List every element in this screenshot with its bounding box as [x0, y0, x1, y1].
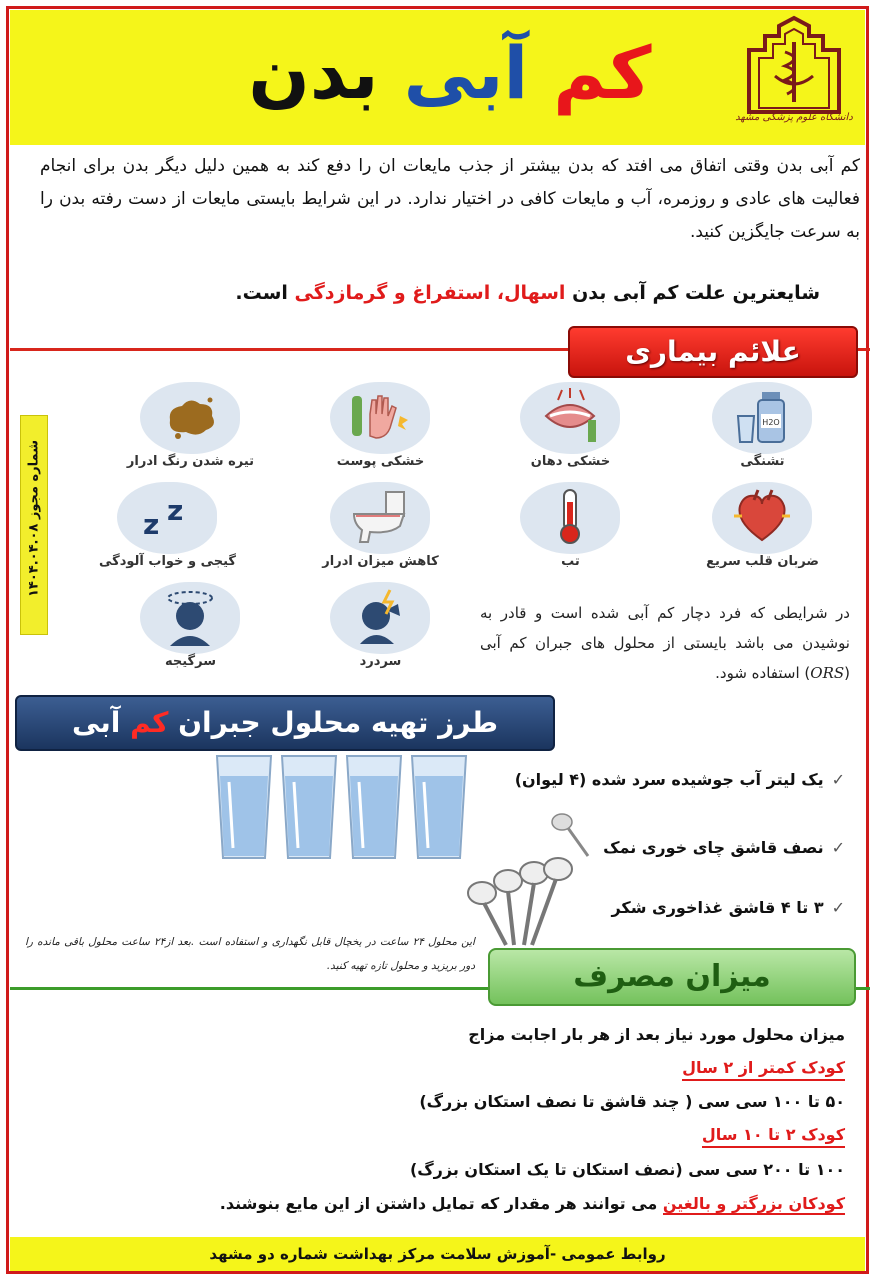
symptom-label: کاهش میزان ادرار	[322, 554, 439, 569]
cause-prefix: شایعترین علت کم آبی بدن	[572, 282, 820, 304]
prep-banner-pre: طرز تهیه محلول جبران	[178, 706, 499, 739]
tablespoons-icon	[462, 855, 582, 950]
teaspoon-icon	[548, 810, 594, 860]
advice-text-pre: در شرایطی که فرد دچار کم آبی شده است و قادر به نوشیدن می باشد بایستی از محلول های جبران کم آبی (	[480, 604, 850, 682]
cause-highlight: اسهال، استفراغ و گرمازدگی	[294, 282, 566, 304]
symptom-drowsiness	[75, 482, 260, 577]
symptom-label: تیره شدن رنگ ادرار	[126, 454, 255, 469]
title-word-2: آبی	[403, 31, 529, 115]
water-glass-icon	[280, 752, 338, 862]
symptom-label: سرگیجه	[165, 654, 216, 669]
dosage-group-2-10	[85, 1125, 845, 1144]
group-label: کودک کمتر از ۲ سال	[682, 1058, 845, 1081]
symptom-dark-urine	[98, 382, 283, 477]
toilet-icon	[350, 486, 410, 546]
symptom-label: گیجی و خواب آلودگی	[99, 554, 236, 569]
symptom-label: ضربان قلب سریع	[706, 554, 819, 569]
headache-icon	[350, 586, 410, 646]
svg-text:H2O: H2O	[762, 418, 780, 427]
logo-caption: دانشگاه علوم پزشکی مشهد	[735, 112, 853, 123]
cause-line	[40, 282, 820, 304]
symptom-thirst	[670, 382, 855, 477]
dosage-intro: میزان محلول مورد نیاز بعد از هر بار اجابت مزاج	[468, 1025, 845, 1044]
check-icon: ✓	[831, 838, 845, 857]
dosage-group-under-2	[85, 1058, 845, 1077]
symptom-label: تشنگی	[740, 454, 785, 469]
page-title	[230, 18, 670, 128]
cause-suffix: است.	[235, 282, 288, 304]
dosage-banner: میزان مصرف	[488, 948, 856, 1006]
ingredient-text: نصف قاشق چای خوری نمک	[603, 838, 824, 857]
check-icon: ✓	[831, 770, 845, 789]
heart-icon	[732, 486, 792, 546]
symptom-label: تب	[561, 554, 580, 569]
symptom-label: خشکی پوست	[336, 454, 425, 469]
symptom-label: سردرد	[359, 654, 402, 669]
symptom-headache	[288, 582, 473, 677]
permit-number-strip	[20, 415, 48, 635]
symptom-label: خشکی دهان	[530, 454, 611, 469]
water-bottle-icon	[732, 386, 792, 446]
water-glass-icon	[215, 752, 273, 862]
dark-urine-icon	[160, 386, 220, 446]
group-label: کودکان بزرگتر و بالغین	[662, 1194, 845, 1213]
dosage-older-children	[85, 1194, 845, 1213]
dosage-amount-older: می توانند هر مقدار که تمایل داشتن از این مایع بنوشند.	[219, 1194, 658, 1213]
advice-text-post: ) استفاده شود.	[715, 664, 811, 682]
storage-note: این محلول ۲۴ ساعت در یخچال قابل نگهداری و استفاده است .بعد از۲۴ ساعت محلول باقی مانده را دور بریزید و محلول تازه تهیه کنید.	[25, 936, 475, 972]
dizziness-icon	[160, 586, 220, 646]
ingredient-text: ۳ تا ۴ قاشق غذاخوری شکر	[611, 898, 824, 917]
permit-number: شماره مجوز ۱۴۰۴.۰۴.۰۸	[26, 440, 42, 598]
check-icon: ✓	[831, 898, 845, 917]
footer-credit: روابط عمومی -آموزش سلامت مرکز بهداشت شماره دو مشهد	[10, 1237, 865, 1271]
dosage-amount-2-10: ۱۰۰ تا ۲۰۰ سی سی (نصف استکان تا یک استکان بزرگ)	[409, 1160, 845, 1179]
group-label: کودک ۲ تا ۱۰ سال	[702, 1125, 845, 1148]
ors-advice	[480, 598, 850, 688]
dosage-amount-under-2: ۵۰ تا ۱۰۰ سی سی ( چند قاشق تا نصف استکان بزرگ)	[419, 1092, 845, 1111]
intro-paragraph: کم آبی بدن وقتی اتفاق می افتد که بدن بیشتر از جذب مایعات ان را دفع کند به همین دلیل دیگر بدن برای انجام فعالیت های عادی و روزمره، آب و مایعات کافی در اختیار ندارد. در این شرایط بایستی مایعات از دست رفته بدن را به سرعت جایگزین کنید.	[40, 156, 860, 242]
svg-text:z: z	[143, 508, 160, 541]
symptom-dizziness	[98, 582, 283, 677]
title-word-3: بدن	[248, 31, 379, 115]
symptom-fever	[478, 482, 663, 577]
prep-banner-post: آبی	[71, 706, 121, 739]
symptoms-banner: علائم بیماری	[568, 326, 858, 378]
symptom-low-urine	[288, 482, 473, 577]
thermometer-icon	[540, 486, 600, 546]
preparation-banner	[15, 695, 555, 751]
prep-banner-red: کم	[130, 706, 169, 739]
sleep-icon	[137, 486, 197, 546]
symptom-dry-mouth	[478, 382, 663, 477]
ingredient-text: یک لیتر آب جوشیده سرد شده (۴ لیوان)	[514, 770, 824, 789]
svg-text:z: z	[167, 494, 184, 527]
ors-abbrev: ORS	[810, 664, 845, 682]
title-word-1: کم	[553, 31, 652, 115]
dry-skin-icon	[350, 386, 410, 446]
symptom-dry-skin	[288, 382, 473, 477]
dry-mouth-icon	[540, 386, 600, 446]
symptom-fast-heartbeat	[670, 482, 855, 577]
ingredient-water	[425, 770, 845, 789]
water-glass-icon	[345, 752, 403, 862]
